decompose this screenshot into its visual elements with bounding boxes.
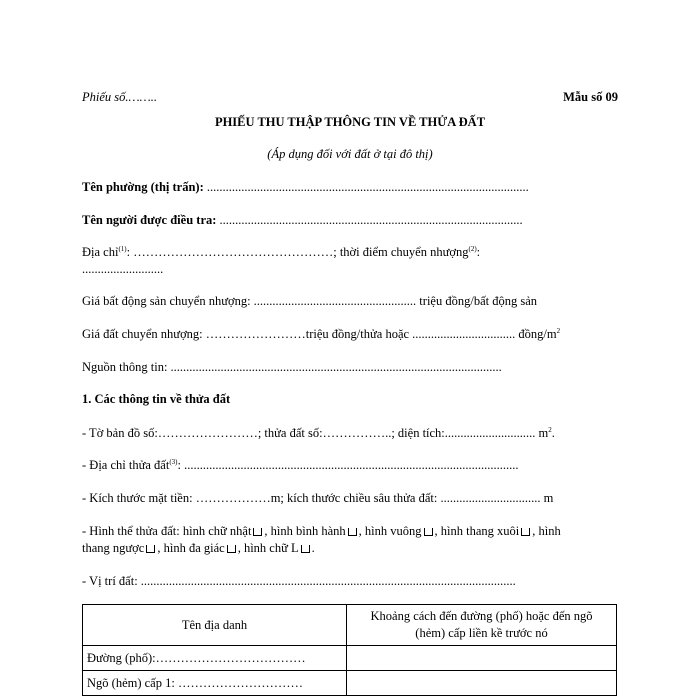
land-price-field[interactable]: [82, 327, 560, 342]
street-distance-cell[interactable]: [347, 646, 617, 671]
alley-cell: Ngõ (hẻm) cấp 1: …………………………: [83, 671, 347, 696]
location-field[interactable]: - Vị trí đất: ........................................................................................................................: [82, 574, 516, 588]
template-number: Mẫu số 09: [563, 90, 618, 104]
form-subtitle: (Áp dụng đối với đất ở tại đô thị): [267, 147, 433, 161]
dimensions-field[interactable]: - Kích thước mặt tiền: ………………m; kích thước chiều sâu thửa đất: ................................ m: [82, 491, 554, 505]
map-sheet-field[interactable]: [82, 426, 555, 441]
transfer-footnote: (2): [468, 244, 477, 253]
place-name-table: [82, 604, 617, 696]
trapezoid-forward-checkbox[interactable]: [521, 528, 530, 536]
rectangle-checkbox[interactable]: [253, 528, 262, 536]
alley-distance-cell[interactable]: [347, 671, 617, 696]
area-unit-sup: 2: [548, 425, 552, 434]
street-cell: Đường (phố):………………………………: [83, 646, 347, 671]
property-price-field[interactable]: Giá bất động sản chuyển nhượng: .................................................... triệu đồng/bất động sản: [82, 294, 537, 308]
section1-heading: 1. Các thông tin về thửa đất: [82, 392, 231, 406]
land-price-text: Giá đất chuyển nhượng: ……………………triệu đồng/thửa hoặc ................................. đồng/m: [82, 327, 557, 341]
shape-line-1: - Hình thể thửa đất: hình chữ nhật , hình bình hành , hình vuông , hình thang xuôi , hình: [82, 524, 561, 538]
col-distance-header: Khoảng cách đến đường (phố) hoặc đến ngõ (hẻm) cấp liền kề trước nó: [347, 605, 617, 646]
address-label: Địa chỉ: [82, 245, 119, 259]
form-number: Phiếu số.……..: [82, 90, 157, 104]
polygon-checkbox[interactable]: [227, 545, 236, 553]
parallelogram-checkbox[interactable]: [348, 528, 357, 536]
map-sheet-text: - Tờ bản đồ số:……………………; thửa đất số:……………..; diện tích:............................. m: [82, 426, 549, 440]
parcel-address-footnote: (3): [169, 457, 178, 466]
table-row: [83, 646, 617, 671]
parcel-address-field[interactable]: [82, 458, 518, 473]
ward-dots: .......................................................................................................: [203, 180, 529, 194]
col-place-name-header: Tên địa danh: [83, 605, 347, 646]
address-footnote: (1): [118, 244, 127, 253]
ward-field[interactable]: [82, 180, 529, 195]
land-price-unit-sup: 2: [556, 326, 561, 335]
l-shape-checkbox[interactable]: [301, 545, 310, 553]
person-label: Tên người được điều tra:: [82, 213, 217, 227]
table-header-row: [83, 605, 617, 646]
parcel-address-dots: : ...........................................................................................................: [177, 458, 519, 472]
table-row: [83, 671, 617, 696]
parcel-address-label: - Địa chỉ thửa đất: [82, 458, 170, 472]
ward-label: Tên phường (thị trấn):: [82, 180, 204, 194]
person-dots: .................................................................................................: [216, 213, 523, 227]
source-field[interactable]: Nguồn thông tin: ..........................................................................................................: [82, 360, 502, 374]
address-mid: : …………………………………………; thời điểm chuyển nhượng: [126, 245, 469, 259]
shape-line-2: thang ngược , hình đa giác , hình chữ L .: [82, 541, 315, 555]
transfer-end: :: [476, 245, 481, 259]
map-sheet-end: .: [551, 426, 555, 440]
person-field[interactable]: [82, 213, 523, 228]
address-line2[interactable]: ..........................: [82, 262, 164, 276]
square-checkbox[interactable]: [424, 528, 433, 536]
form-title: PHIẾU THU THẬP THÔNG TIN VỀ THỬA ĐẤT: [214, 115, 486, 129]
trapezoid-reverse-checkbox[interactable]: [146, 545, 155, 553]
address-field[interactable]: [82, 245, 480, 260]
